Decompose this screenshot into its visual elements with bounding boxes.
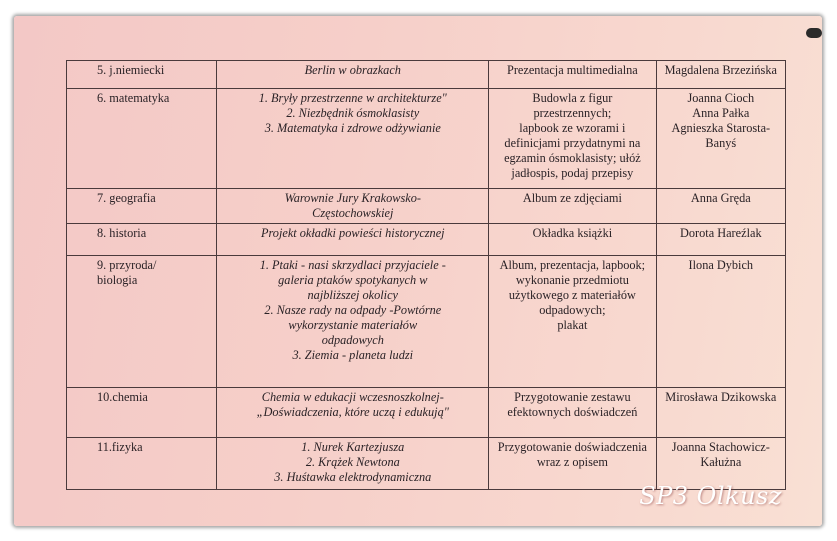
teacher-cell-line: Ilona Dybich (688, 258, 754, 272)
title-cell-line: odpadowych (321, 333, 384, 347)
title-cell (217, 256, 489, 388)
title-cell-line: Chemia w edukacji wczesnoszkolnej- (261, 390, 444, 404)
form-cell-line: Przygotowanie zestawu (514, 390, 631, 404)
table-row (67, 89, 786, 189)
form-cell-line: Przygotowanie doświadczenia (497, 440, 647, 454)
subject-cell-line: 9. przyroda/ (97, 258, 157, 272)
form-cell-line: przestrzennych; (533, 106, 612, 120)
subject-cell (67, 388, 217, 438)
subject-cell-line: 10.chemia (97, 390, 148, 404)
form-cell-line: Album, prezentacja, lapbook; (499, 258, 646, 272)
table-row (67, 61, 786, 89)
watermark: SP3 Olkusz (639, 482, 782, 510)
form-cell-line: Album ze zdjęciami (522, 191, 622, 205)
form-cell-line: wraz z opisem (536, 455, 608, 469)
teacher-cell-line: Anna Gręda (690, 191, 751, 205)
form-cell-line: Budowla z figur (532, 91, 613, 105)
teacher-cell-line: Mirosława Dzikowska (665, 390, 777, 404)
subject-cell (67, 256, 217, 388)
title-cell-line: 2. Niezbędnik ósmoklasisty (286, 106, 420, 120)
subject-cell (67, 61, 217, 89)
subjects-table (66, 60, 786, 490)
teacher-cell (656, 61, 785, 89)
subject-cell (67, 438, 217, 490)
subject-cell-line: 8. historia (97, 226, 147, 240)
form-cell (489, 89, 656, 189)
teacher-cell (656, 256, 785, 388)
subject-cell-line: 5. j.niemiecki (97, 63, 165, 77)
form-cell-line: użytkowego z materiałów (508, 288, 636, 302)
title-cell-line: 1. Ptaki - nasi skrzydlaci przyjaciele - (259, 258, 446, 272)
teacher-cell-line: Dorota Hareźlak (680, 226, 762, 240)
title-cell-line: najbliższej okolicy (307, 288, 399, 302)
title-cell-line: 2. Nasze rady na odpady -Powtórne (264, 303, 442, 317)
title-cell-line: Projekt okładki powieści historycznej (260, 226, 445, 240)
title-cell (217, 388, 489, 438)
table-row (67, 224, 786, 256)
title-cell-line: galeria ptaków spotykanych w (278, 273, 428, 287)
document-photo (14, 16, 822, 526)
form-cell-line: efektownych doświadczeń (507, 405, 638, 419)
form-cell-line: Prezentacja multimedialna (506, 63, 638, 77)
title-cell-line: Warownie Jury Krakowsko- (284, 191, 421, 205)
teacher-cell-line: Anna Pałka (692, 106, 750, 120)
form-cell (489, 438, 656, 490)
subject-cell-line: biologia (97, 273, 138, 287)
teacher-cell (656, 189, 785, 224)
form-cell-line: jadłospis, podaj przepisy (511, 166, 634, 180)
teacher-cell (656, 89, 785, 189)
title-cell (217, 89, 489, 189)
form-cell (489, 189, 656, 224)
form-cell-line: Okładka książki (532, 226, 613, 240)
form-cell (489, 61, 656, 89)
title-cell-line: 2. Krążek Newtona (305, 455, 400, 469)
form-cell-line: egzamin ósmoklasisty; ułóż (504, 151, 641, 165)
subject-cell-line: 11.fizyka (97, 440, 143, 454)
teacher-cell-line: Joanna Cioch (687, 91, 755, 105)
teacher-cell-line: Banyś (705, 136, 737, 150)
title-cell (217, 61, 489, 89)
teacher-cell-line: Kałużna (700, 455, 742, 469)
corner-mark (806, 28, 822, 38)
title-cell-line: Berlin w obrazkach (304, 63, 401, 77)
table-row (67, 388, 786, 438)
title-cell-line: 3. Huśtawka elektrodynamiczna (274, 470, 432, 484)
subject-cell-line: 6. matematyka (97, 91, 170, 105)
form-cell-line: definicjami przydatnymi na (504, 136, 641, 150)
subject-cell (67, 189, 217, 224)
form-cell-line: odpadowych; (539, 303, 606, 317)
title-cell-line: 1. Bryły przestrzenne w architekturze" (258, 91, 447, 105)
title-cell (217, 438, 489, 490)
teacher-cell (656, 224, 785, 256)
table-row (67, 256, 786, 388)
teacher-cell-line: Magdalena Brzezińska (664, 63, 777, 77)
teacher-cell-line: Agnieszka Starosta- (671, 121, 771, 135)
subject-cell (67, 224, 217, 256)
teacher-cell-line: Joanna Stachowicz- (671, 440, 770, 454)
title-cell-line: wykorzystanie materiałów (288, 318, 418, 332)
form-cell (489, 256, 656, 388)
title-cell-line: 3. Ziemia - planeta ludzi (292, 348, 414, 362)
form-cell-line: wykonanie przedmiotu (515, 273, 629, 287)
subject-cell-line: 7. geografia (97, 191, 156, 205)
subject-cell (67, 89, 217, 189)
form-cell-line: lapbook ze wzorami i (519, 121, 626, 135)
title-cell (217, 224, 489, 256)
title-cell (217, 189, 489, 224)
title-cell-line: 1. Nurek Kartezjusza (301, 440, 405, 454)
form-cell (489, 388, 656, 438)
form-cell (489, 224, 656, 256)
title-cell-line: Częstochowskiej (312, 206, 394, 220)
form-cell-line: plakat (557, 318, 588, 332)
teacher-cell (656, 388, 785, 438)
title-cell-line: „Doświadczenia, które uczą i edukują" (256, 405, 449, 419)
title-cell-line: 3. Matematyka i zdrowe odżywianie (264, 121, 441, 135)
table-row (67, 189, 786, 224)
